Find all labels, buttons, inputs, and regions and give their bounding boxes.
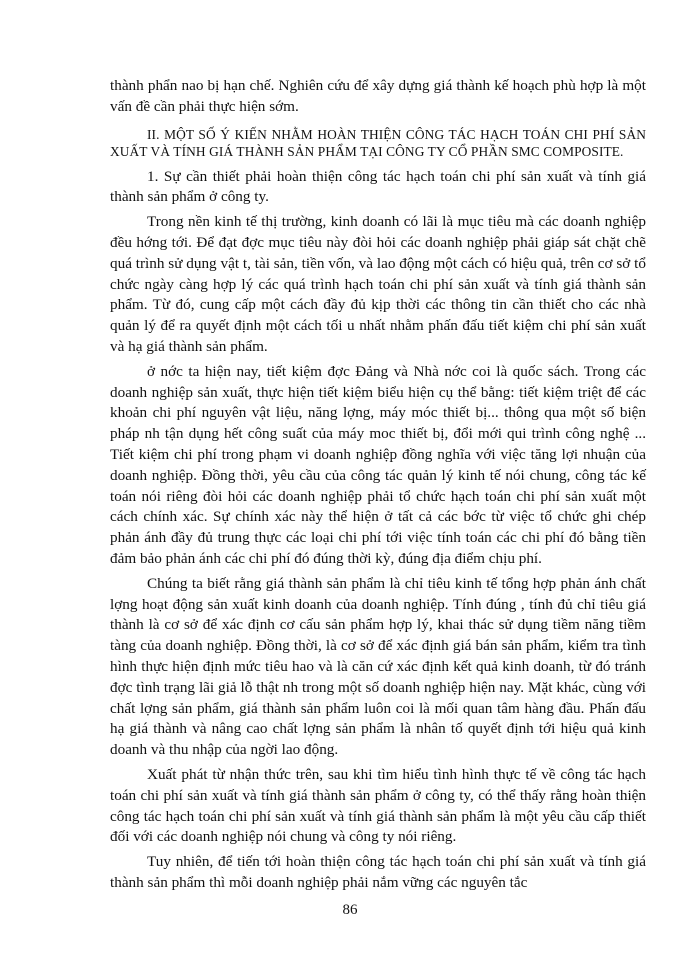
paragraph-product-cost: Chúng ta biết rằng giá thành sản phẩm là chỉ tiêu kinh tế tổng hợp phản ánh chất lợng hoạt động sản xuất kinh doanh của doanh nghiệp. Tính đúng , tính đủ chỉ tiêu giá thành là cơ sở để xác định cơ cấu sản phẩm hợp lý, khai thác sử dụng tiềm năng tiềm tàng của doanh nghiệp. Đồng thời, là cơ sở để xác định giá bán sản phẩm, kiểm tra tình hình thực hiện định mức tiêu hao và là căn cứ xác định kết quả kinh doanh, từ đó tránh đợc tình trạng lãi giả lỗ thật nh trong một số doanh nghiệp hiện nay. Mặt khác, cùng với chất lợng sản phẩm, giá thành sản phẩm luôn coi là mối quan tâm hàng đầu. Phấn đấu hạ giá thành và nâng cao chất lợng sản phẩm là nhân tố quyết định tới hiệu quả kinh doanh và thu nhập của ngời lao động.: [110, 574, 646, 759]
paragraph-continuation: thành phẩn nao bị hạn chế. Nghiên cứu để xây dựng giá thành kế hoạch phù hợp là một vấn đề cần phải thực hiện sớm.: [110, 77, 646, 115]
paragraph-saving-policy: ở nớc ta hiện nay, tiết kiệm đợc Đảng và Nhà nớc coi là quốc sách. Trong các doanh nghiệp sản xuất, thực hiện tiết kiệm biểu hiện cụ thể bằng: tiết kiệm triệt để các khoản chi phí nguyên vật liệu, năng lợng, máy móc thiết bị... thông qua một số biện pháp nh tận dụng hết công suất của máy moc thiết bị, đổi mới qui trình công nghệ ... Tiết kiệm chi phí trong phạm vi doanh nghiệp đồng nghĩa với việc tăng lợi nhuận của doanh nghiệp. Đồng thời, yêu cầu của công tác quản lý kinh tế nói chung, công tác kế toán nói riêng đòi hỏi các doanh nghiệp phải tổ chức hạch toán chi phí sản xuất một cách chính xác. Sự chính xác này thể hiện ở tất cả các bớc từ việc tổ chức ghi chép phản ánh đầy đủ trung thực các loại chi phí tới việc tính toán các chi phí đó bằng tiền đảm bảo phản ánh các chi phí đó đúng thời kỳ, đúng địa điểm chịu phí.: [110, 362, 646, 567]
paragraph-market-economy: Trong nền kinh tế thị trường, kinh doanh có lãi là mục tiêu mà các doanh nghiệp đều hớng tới. Để đạt đợc mục tiêu này đòi hỏi các doanh nghiệp phải giáp sát chặt chẽ quá trình sử dụng vật t, tài sản, tiền vốn, và lao động một cách có hiệu quả, trên cơ sở tổ chức ngày càng hợp lý các quá trình hạch toán chi phí sản xuất và tính giá thành sản phẩm. Từ đó, cung cấp một cách đầy đủ kịp thời các thông tin cần thiết cho các nhà quản lý để ra quyết định một cách tối u nhất nhằm phấn đấu tiết kiệm chi phí sản xuất và hạ giá thành sản phẩm.: [110, 213, 646, 355]
paragraph-principles: Tuy nhiên, để tiến tới hoàn thiện công tác hạch toán chi phí sản xuất và tính giá thành sản phẩm thì mỗi doanh nghiệp phải nắm vững các nguyên tắc: [110, 853, 646, 891]
paragraph-conclusion: Xuất phát từ nhận thức trên, sau khi tìm hiểu tình hình thực tế về công tác hạch toán chi phí sản xuất và tính giá thành sản phẩm ở công ty, có thể thấy rằng hoàn thiện công tác hạch toán chi phí sản xuất và tính giá thành sản phẩm là một yêu cầu cấp thiết đối với các doanh nghiệp nói chung và công ty nói riêng.: [110, 765, 646, 846]
page-number: 86: [342, 902, 358, 918]
subsection-heading: 1. Sự cần thiết phải hoàn thiện công tác hạch toán chi phí sản xuất và tính giá thành sản phẩm ở công ty.: [110, 167, 646, 206]
section-heading: II. MỘT SỐ Ý KIẾN NHẰM HOÀN THIỆN CÔNG TÁC HẠCH TOÁN CHI PHÍ SẢN XUẤT VÀ TÍNH GIÁ THÀNH SẢN PHẨM TẠI CÔNG TY CỔ PHẦN SMC COMPOSITE.: [110, 126, 646, 160]
document-body: [110, 76, 646, 898]
